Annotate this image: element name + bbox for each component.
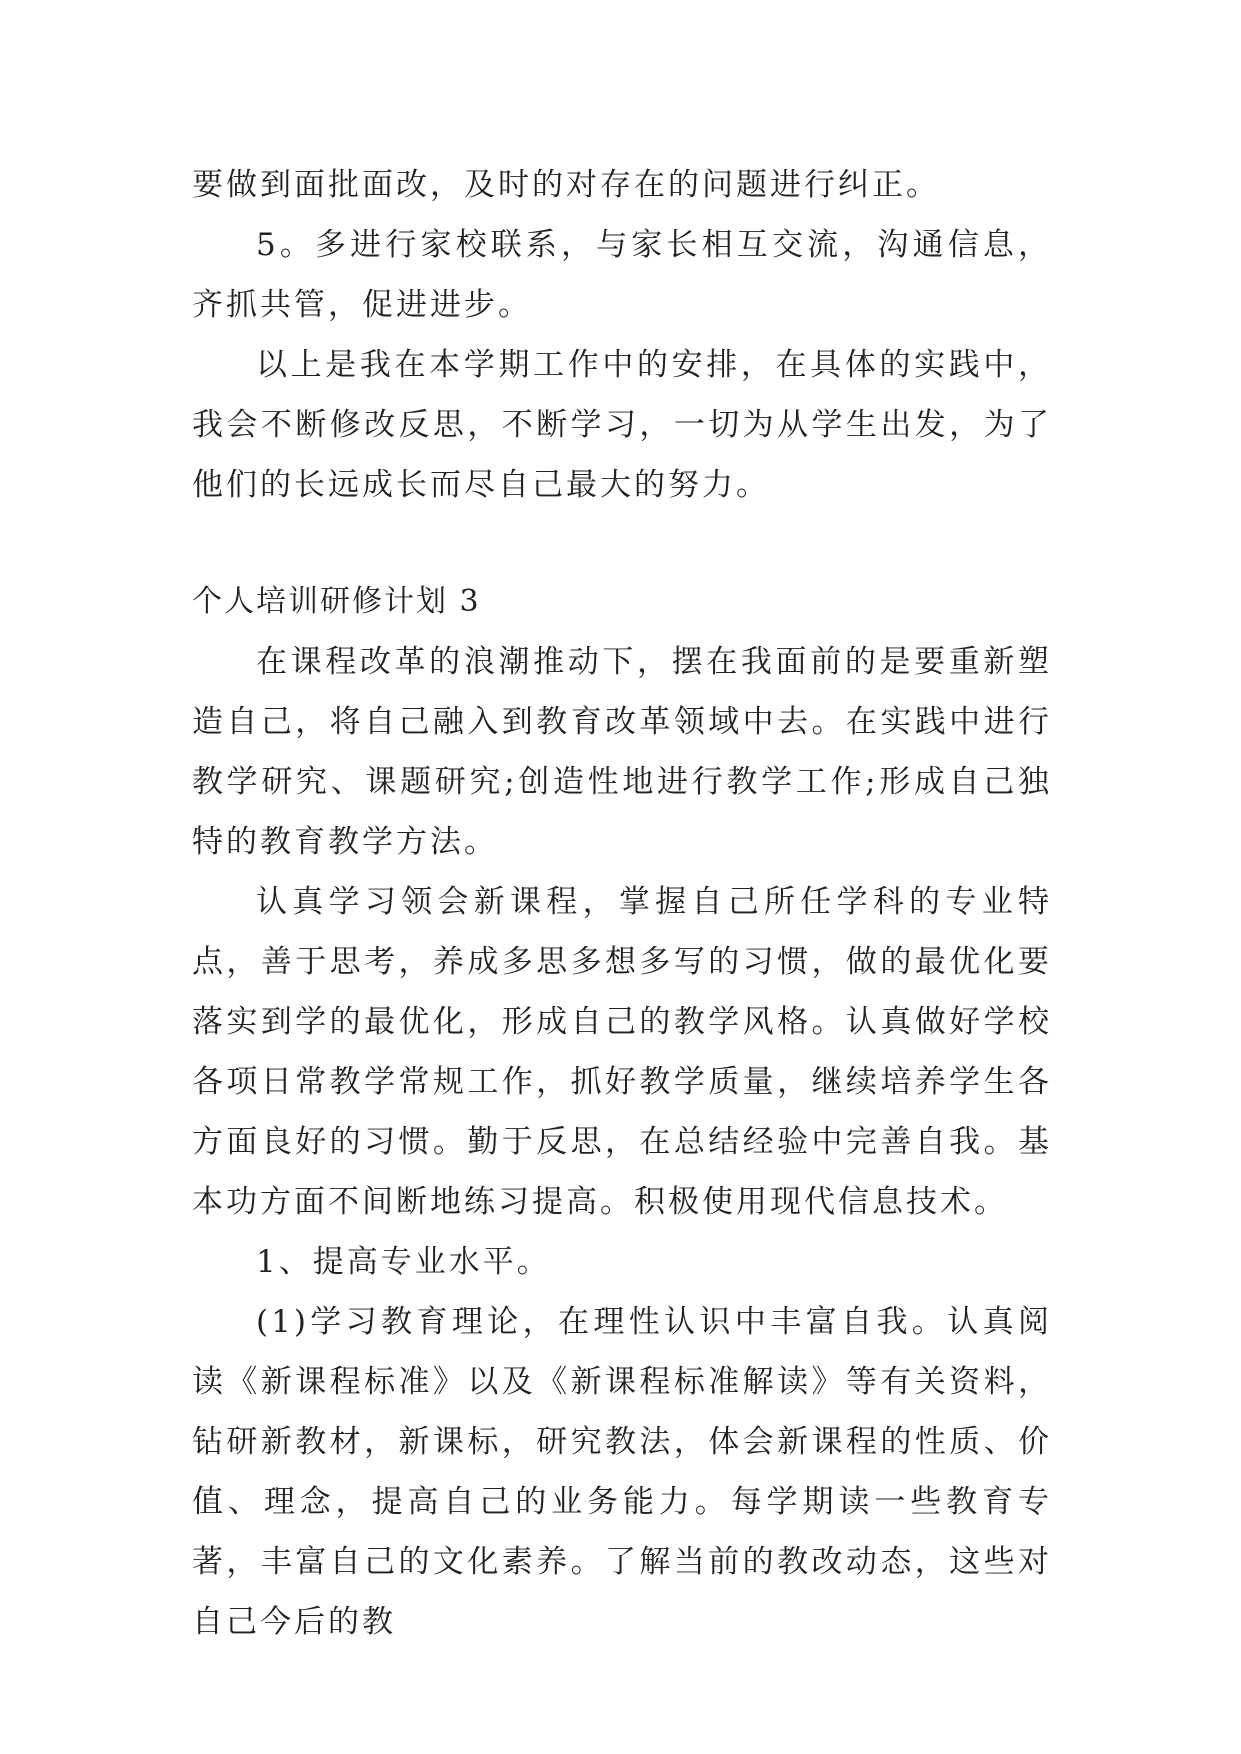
section-gap bbox=[192, 515, 1052, 572]
item-5-paragraph: 5。多进行家校联系，与家长相互交流，沟通信息，齐抓共管，促进进步。 bbox=[192, 227, 1052, 323]
section-title: 个人培训研修计划 3 bbox=[192, 584, 481, 619]
point-1-title: 1、提高专业水平。 bbox=[256, 1244, 551, 1280]
document-body bbox=[192, 155, 1052, 1652]
point-1-sub-1-paragraph: (1)学习教育理论，在理性认识中丰富自我。认真阅读《新课程标准》以及《新课程标准解读》等有关资料，钻研新教材，新课标，研究教法，体会新课程的性质、价值、理念，提高自己的业务能力。每学期读一些教育专著，丰富自己的文化素养。了解当前的教改动态，这些对自己今后的教 bbox=[192, 1304, 1052, 1640]
continuation-paragraph: 要做到面批面改，及时的对存在的问题进行纠正。 bbox=[192, 167, 940, 203]
study-paragraph: 认真学习领会新课程，掌握自己所任学科的专业特点，善于思考，养成多思多想多写的习惯，做的最优化要落实到学的最优化，形成自己的教学风格。认真做好学校各项日常教学常规工作，抓好教学质量，继续培养学生各方面良好的习惯。勤于反思，在总结经验中完善自我。基本功方面不间断地练习提高。积极使用现代信息技术。 bbox=[192, 884, 1052, 1220]
summary-paragraph: 以上是我在本学期工作中的安排，在具体的实践中，我会不断修改反思，不断学习，一切为从学生出发，为了他们的长远成长而尽自己最大的努力。 bbox=[192, 347, 1052, 503]
intro-paragraph: 在课程改革的浪潮推动下，摆在我面前的是要重新塑造自己，将自己融入到教育改革领域中去。在实践中进行教学研究、课题研究;创造性地进行教学工作;形成自己独特的教育教学方法。 bbox=[192, 644, 1052, 860]
